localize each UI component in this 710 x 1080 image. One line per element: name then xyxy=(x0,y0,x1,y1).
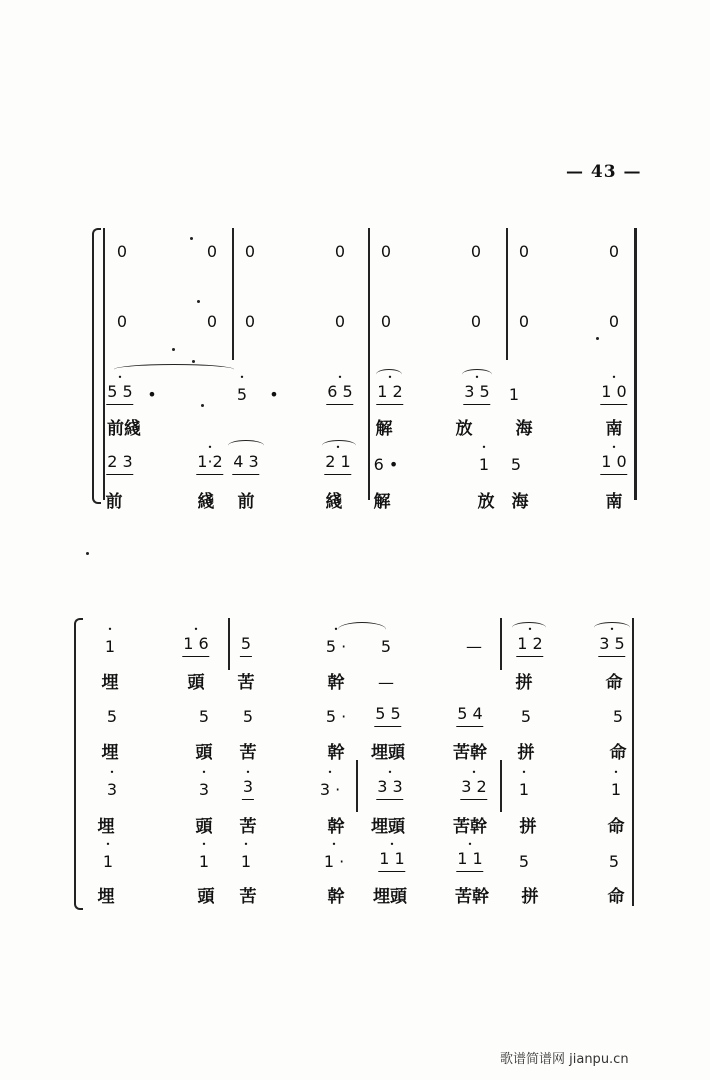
note: • 1 xyxy=(103,847,113,877)
lyric: 命 xyxy=(609,743,627,763)
lyric: 頭 xyxy=(195,743,213,763)
lyric: 海 xyxy=(515,419,533,439)
note: 0 xyxy=(334,242,346,261)
note: • 3 5 xyxy=(463,380,490,405)
lyric: 苦幹 xyxy=(453,817,487,837)
lyric: 埋 xyxy=(101,673,119,693)
note: 5 xyxy=(608,852,620,871)
lyric: 苦 xyxy=(239,817,257,837)
note: • 1 2 xyxy=(376,380,403,405)
part-row-2 xyxy=(0,307,710,337)
lyric: 海 xyxy=(511,492,529,512)
ink-speck xyxy=(172,348,175,351)
note: • 1 xyxy=(199,847,209,877)
ink-speck xyxy=(192,360,195,363)
lyric: 頭 xyxy=(187,673,205,693)
note: 5 xyxy=(612,707,624,726)
note: 5 xyxy=(106,707,118,726)
note: 5 xyxy=(380,637,392,656)
lyric: 拼 xyxy=(519,817,537,837)
note: 0 xyxy=(380,312,392,331)
dash: — xyxy=(466,637,482,656)
lyric: 苦 xyxy=(239,887,257,907)
ink-speck xyxy=(86,552,89,555)
note: • 1 xyxy=(241,847,251,877)
note: • 3 2 xyxy=(460,775,487,800)
part-row-7 xyxy=(0,847,710,877)
lyric-row-2 xyxy=(0,668,710,698)
note: • 1 1 xyxy=(378,847,405,872)
watermark: 歌谱简谱网 jianpu.cn xyxy=(500,1052,629,1067)
ink-speck xyxy=(201,404,204,407)
note: 0 xyxy=(116,312,128,331)
lyric: 拼 xyxy=(517,743,535,763)
note: • 5 xyxy=(237,380,247,410)
dash: — xyxy=(378,673,394,692)
lyric: 命 xyxy=(605,673,623,693)
lyric: 南 xyxy=(605,492,623,512)
note: • 1 6 xyxy=(182,632,209,657)
part-row-3 xyxy=(0,702,710,732)
lyric: 埋 xyxy=(97,887,115,907)
lyric: 綫 xyxy=(197,492,215,512)
lyric-row-6 xyxy=(0,812,710,842)
lyric: 幹 xyxy=(327,673,345,693)
note: • 5 5 xyxy=(106,380,133,405)
note: 0 xyxy=(518,312,530,331)
part-row-1 xyxy=(0,632,710,662)
lyric: 苦幹 xyxy=(453,743,487,763)
lyric: 幹 xyxy=(327,743,345,763)
note: • 3 xyxy=(107,775,117,805)
note: • 1 1 xyxy=(456,847,483,872)
lyric: 拼 xyxy=(521,887,539,907)
lyric: 苦 xyxy=(239,743,257,763)
lyric-row-6 xyxy=(0,487,710,517)
note: 5 xyxy=(240,632,252,657)
lyric: 幹 xyxy=(327,887,345,907)
note: 6 • xyxy=(373,455,399,474)
lyric: 前 xyxy=(105,492,123,512)
ink-speck xyxy=(596,337,599,340)
note: • 1 xyxy=(105,632,115,662)
note: 4 3 xyxy=(232,450,259,475)
lyric: 埋 xyxy=(97,817,115,837)
lyric: 埋頭 xyxy=(373,887,407,907)
note: 0 xyxy=(206,312,218,331)
note: 1 xyxy=(508,385,520,404)
note: • 1 xyxy=(479,450,489,480)
note: 2 3 xyxy=(106,450,133,475)
note: • 3 5 xyxy=(598,632,625,657)
ink-speck xyxy=(197,300,200,303)
note: 5 · xyxy=(325,707,347,726)
lyric: 頭 xyxy=(195,817,213,837)
slur xyxy=(114,364,234,375)
note: • 1 0 xyxy=(600,450,627,475)
lyric: 前 xyxy=(237,492,255,512)
note: 0 xyxy=(244,312,256,331)
dot: • xyxy=(147,385,157,404)
lyric: 南 xyxy=(605,419,623,439)
note: 0 xyxy=(518,242,530,261)
note: 0 xyxy=(608,312,620,331)
note: • 3 · xyxy=(320,775,340,805)
lyric: 苦 xyxy=(237,673,255,693)
lyric: 解 xyxy=(373,492,391,512)
note: 5 xyxy=(518,852,530,871)
note: • 3 xyxy=(242,775,254,800)
note: 5 4 xyxy=(456,702,483,727)
note: 5 xyxy=(510,455,522,474)
lyric: 苦幹 xyxy=(455,887,489,907)
lyric: 命 xyxy=(607,817,625,837)
lyric: 放 xyxy=(477,492,495,512)
lyric: 拼 xyxy=(515,673,533,693)
lyric: 解 xyxy=(375,419,393,439)
note: • 1 xyxy=(519,775,529,805)
lyric: 幹 xyxy=(327,817,345,837)
lyric: 命 xyxy=(607,887,625,907)
note: 5 xyxy=(520,707,532,726)
lyric: 埋 xyxy=(101,743,119,763)
lyric: 綫 xyxy=(325,492,343,512)
part-row-5 xyxy=(0,775,710,805)
note: 0 xyxy=(380,242,392,261)
lyric-row-8 xyxy=(0,882,710,912)
note: 0 xyxy=(470,312,482,331)
note: • 1·2 xyxy=(196,450,223,475)
note: 0 xyxy=(608,242,620,261)
note: 5 xyxy=(242,707,254,726)
part-row-3 xyxy=(0,380,710,410)
dot: • xyxy=(269,385,279,404)
note: • 3 xyxy=(199,775,209,805)
note: • 6 5 xyxy=(326,380,353,405)
note: 5 xyxy=(198,707,210,726)
lyric: 前綫 xyxy=(107,419,141,439)
note: 0 xyxy=(206,242,218,261)
page-number: — 43 — xyxy=(566,162,642,182)
note: • 1 xyxy=(611,775,621,805)
lyric-row-4 xyxy=(0,738,710,768)
note: • 5 · xyxy=(326,632,346,662)
note: 0 xyxy=(334,312,346,331)
note: • 1 · xyxy=(324,847,344,877)
note: • 1 0 xyxy=(600,380,627,405)
note: 0 xyxy=(244,242,256,261)
note: 0 xyxy=(116,242,128,261)
part-row-5 xyxy=(0,450,710,480)
lyric: 埋頭 xyxy=(371,817,405,837)
lyric: 放 xyxy=(455,419,473,439)
note: 5 5 xyxy=(374,702,401,727)
note: • 1 2 xyxy=(516,632,543,657)
note: • 2 1 xyxy=(324,450,351,475)
lyric-row-4 xyxy=(0,414,710,444)
lyric: 埋頭 xyxy=(371,743,405,763)
note: • 3 3 xyxy=(376,775,403,800)
lyric: 頭 xyxy=(197,887,215,907)
part-row-1 xyxy=(0,237,710,267)
note: 0 xyxy=(470,242,482,261)
